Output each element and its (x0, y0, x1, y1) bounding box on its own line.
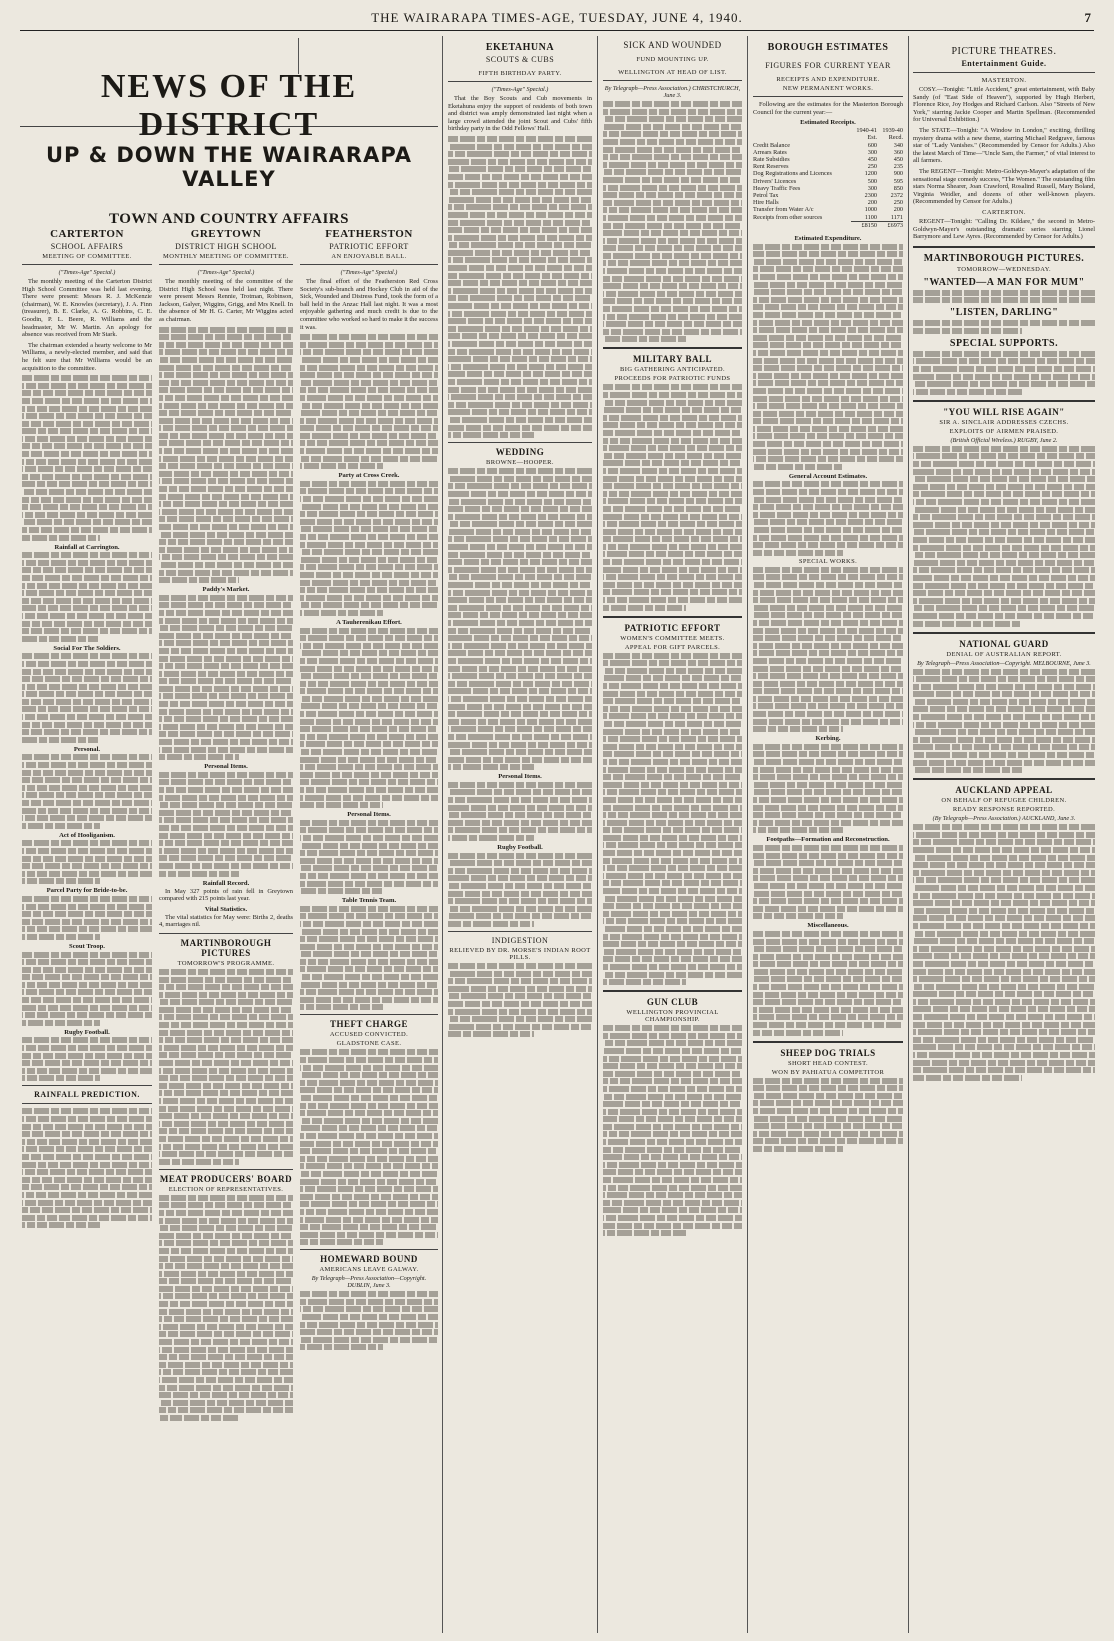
receipts-item: Heavy Traffic Fees (753, 184, 801, 192)
receipts-item: Rate Subsidies (753, 156, 790, 163)
body-text-block (753, 244, 903, 470)
receipts-amount: 200 (867, 199, 877, 207)
receipts-amount: 235 (893, 163, 903, 171)
receipts-item: Dog Registrations and Licences (753, 170, 832, 178)
body-text-block (753, 481, 903, 555)
body-text-block (300, 906, 438, 1011)
town-country-heading: TOWN AND COUNTRY AFFAIRS (109, 211, 349, 227)
borough-intro: Following are the estimates for the Masterton Borough Council for the current year:— (753, 101, 903, 116)
indigestion-sub: RELIEVED BY DR. MORSE'S INDIAN ROOT PILLS. (449, 946, 591, 961)
receipts-row (753, 178, 903, 185)
receipts-amount: 595 (893, 177, 903, 185)
receipts-table (753, 127, 903, 229)
homeward-credit: By Telegraph—Press Association—Copyright. DUBLIN, June 3. (311, 1275, 427, 1290)
carterton-column (22, 224, 152, 1632)
featherston-ball: AN ENJOYABLE BALL. (331, 253, 407, 260)
sheep-dog-heading: SHEEP DOG TRIALS (780, 1047, 876, 1058)
receipts-row (753, 156, 903, 163)
receipts-row (753, 214, 903, 222)
gun-club-sub: WELLINGTON PROVINCIAL CHAMPIONSHIP. (626, 1009, 719, 1024)
receipts-amount: 340 (893, 141, 903, 149)
carterton-scout-heading: Scout Troop. (69, 942, 105, 950)
featherston-sub: PATRIOTIC EFFORT (329, 242, 409, 251)
borough-column (753, 38, 903, 1632)
carterton-p1: The monthly meeting of the Carterton District High School Committee was held last evening. There were present: Messrs R. J. McKenzie (chairman), W. E. Knowles (secretary), J. A. Finn (treasurer), B. E. Clarke, A. G. Robbins, C. E. Goodin, P. L. Beere, R. Williams and the headmaster, Mr W. Martin. An apology for absence was received from Mr Stark. (22, 278, 152, 339)
body-text-block (22, 375, 152, 540)
greytown-title: GREYTOWN (190, 228, 262, 240)
featherston-personal-heading: Personal Items. (347, 811, 391, 819)
body-text-block (913, 669, 1095, 774)
body-text-block (603, 1025, 742, 1236)
patriotic-effort-heading: PATRIOTIC EFFORT (624, 622, 721, 633)
page-number: 7 (1084, 10, 1092, 25)
body-text-block (22, 896, 152, 940)
body-text-block (753, 744, 903, 834)
receipts-row (753, 170, 903, 177)
body-text-block (448, 782, 592, 841)
receipts-amount: 360 (893, 148, 903, 156)
body-text-block (753, 567, 903, 732)
sick-wounded-heading: SICK AND WOUNDED (623, 40, 722, 50)
greytown-vital-heading: Vital Statistics. (204, 905, 248, 913)
receipts-row (753, 163, 903, 170)
carterton-hooligan-heading: Act of Hooliganism. (59, 831, 115, 839)
rise-again-heading: "YOU WILL RISE AGAIN" (943, 406, 1065, 417)
homeward-bound-sub: AMERICANS LEAVE GALWAY. (319, 1266, 419, 1274)
borough-sub2: RECEIPTS AND EXPENDITURE. (776, 76, 880, 83)
eketahuna-special: ("Times-Age" Special.) (491, 86, 549, 93)
misc-heading: Miscellaneous. (807, 922, 849, 930)
news-of-district-heading: NEWS OF THE DISTRICT (100, 68, 358, 143)
column-rule (442, 36, 443, 1633)
column-rule (747, 36, 748, 1633)
patriotic-effort-sub: WOMEN'S COMMITTEE MEETS. (620, 634, 725, 642)
receipts-total: £8150 (851, 221, 877, 229)
greytown-vital-text: The vital statistics for May were: Births 2, deaths 4, marriages nil. (159, 913, 293, 929)
auckland-appeal-sub2: READY RESPONSE REPORTED. (952, 806, 1056, 814)
carterton-meeting: MEETING OF COMMITTEE. (42, 253, 132, 260)
receipts-item: Petrol Tax (753, 192, 779, 200)
body-text-block (753, 931, 903, 1036)
receipts-item: Receipts from other sources (753, 213, 823, 221)
receipts-amount: 300 (867, 148, 877, 156)
receipts-amount: 1100 (864, 213, 877, 221)
general-account-heading: General Account Estimates. (788, 472, 868, 480)
up-down-heading: UP & DOWN THE WAIRARAPA VALLEY (45, 143, 413, 191)
body-text-block (22, 952, 152, 1026)
body-text-block (159, 772, 293, 877)
carterton-personal-heading: Personal. (73, 745, 101, 753)
body-text-block (448, 853, 592, 927)
masterton-heading: MASTERTON. (981, 77, 1027, 84)
meat-board-heading: MEAT PRODUCERS' BOARD (159, 1173, 293, 1184)
receipts-amount: 2300 (864, 192, 877, 200)
auckland-appeal-sub: ON BEHALF OF REFUGEE CHILDREN. (941, 797, 1067, 805)
national-guard-credit: By Telegraph—Press Association—Copyright. MELBOURNE, June 3. (917, 659, 1091, 667)
kerbing-heading: Kerbing. (815, 735, 841, 743)
body-text-block (753, 845, 903, 919)
carterton-soldiers-heading: Social For The Soldiers. (53, 644, 121, 652)
rise-again-sub: SIR A. SINCLAIR ADDRESSES CZECHS. (939, 418, 1069, 426)
receipts-row (753, 206, 903, 213)
body-text-block (22, 1037, 152, 1081)
receipts-total-row (753, 221, 903, 229)
receipts-amount: 500 (867, 177, 877, 185)
military-ball-sub2: PROCEEDS FOR PATRIOTIC FUNDS (614, 375, 731, 383)
body-text-block (159, 1195, 293, 1421)
receipts-item: Drivers' Licences (753, 177, 797, 185)
receipts-item: Rent Reserves (753, 163, 789, 171)
featherston-p1: The final effort of the Featherston Red Cross Society's sub-branch and Hockey Club in aid of the Sick, Wounded and Distress Fund, took the form of a ball held in the Anzac Hall last night. It was a most enjoyable gathering and much credit is due to the committee who worked so hard to make it the success it was. (300, 278, 438, 331)
cosy-listing: COSY.—Tonight: "Little Accident," great entertainment, with Baby Sandy (of "East Side of Heaven"), supported by Hugh Herbert, Florence Rice, Joy Hodges and Richard Carlson. Also "Streets of New York," starring Jackie Cooper and Martin Spellman. (Recommended for Universal Exhibition.) (913, 86, 1095, 124)
body-text-block (22, 552, 152, 642)
sick-wounded-column (603, 38, 742, 1632)
greytown-rainfall-text: In May 327 points of rain fell in Greytown compared with 215 points last year. (159, 887, 293, 903)
featherston-column (300, 224, 438, 1632)
regent-listing: The REGENT—Tonight: Metro-Goldwyn-Mayer's adaptation of the sensational stage comedy success, "The Women." The outstanding film stars Norma Shearer, Joan Crawford, Rosalind Russell, Mary Boland, Virginia Weidler, and dozens of other well-known players. (Recommended by Censor for Adults.) (913, 167, 1095, 206)
receipts-amount: 2372 (890, 192, 903, 200)
sheep-dog-sub2: WON BY PAHIATUA COMPETITOR (771, 1068, 885, 1076)
receipts-amount: 250 (893, 199, 903, 207)
body-text-block (603, 101, 742, 342)
receipts-item: Arrears Rates (753, 148, 787, 156)
wedding-sub: BROWNE—HOOPER. (486, 459, 554, 467)
listen-darling-title: "LISTEN, DARLING" (949, 307, 1059, 319)
carterton-picture-heading: CARTERTON. (982, 208, 1026, 216)
martinborough-pictures-sub: TOMORROW'S PROGRAMME. (177, 959, 275, 967)
eketahuna-p1: That the Boy Scouts and Cub movements in Eketahuna enjoy the support of residents of both town and district was amply demonstrated last night when a large crowd attended the joint Scout and Cubs' fifth birthday party in the Odd Fellows' Hall. (448, 95, 592, 133)
carterton-p2: The chairman extended a hearty welcome to Mr Williams, a newly-elected member, and said that he felt sure that Mr Williams would be an acquisition to the committee. (22, 341, 152, 372)
martinborough-pictures-ad-sub: TOMORROW—WEDNESDAY. (957, 265, 1051, 273)
gladstone-case: GLADSTONE CASE. (336, 1040, 402, 1048)
body-text-block (300, 334, 438, 469)
receipts-row (753, 185, 903, 192)
receipts-amount: 450 (893, 156, 903, 163)
body-text-block (22, 1108, 152, 1228)
greytown-sub: DISTRICT HIGH SCHOOL (175, 242, 277, 251)
carterton-title: CARTERTON (50, 228, 124, 240)
body-text-block (753, 1078, 903, 1152)
special-supports-heading: SPECIAL SUPPORTS. (949, 337, 1059, 349)
auckland-appeal-credit: (By Telegraph—Press Association.) AUCKLAND, June 3. (932, 815, 1076, 823)
receipts-amount: 200 (893, 206, 903, 214)
receipts-amount: 1171 (890, 213, 903, 221)
meat-board-sub: ELECTION OF REPRESENTATIVES. (168, 1185, 284, 1193)
eketahuna-sub: SCOUTS & CUBS (485, 55, 555, 64)
receipts-amount: 900 (893, 170, 903, 178)
receipts-amount: 1000 (864, 206, 877, 214)
receipts-row (753, 192, 903, 199)
body-text-block (300, 481, 438, 616)
body-text-block (448, 468, 592, 770)
receipts-amount: 300 (867, 184, 877, 192)
featherston-special: ("Times-Age" Special.) (340, 269, 398, 276)
borough-sub: FIGURES FOR CURRENT YEAR (765, 61, 891, 70)
national-guard-sub: DENIAL OF AUSTRALIAN REPORT. (946, 650, 1062, 658)
body-text-block (448, 136, 592, 438)
receipts-amount: 850 (893, 184, 903, 192)
carterton-special: ("Times-Age" Special.) (58, 269, 116, 276)
banner-divider (298, 38, 442, 74)
eketahuna-title: EKETAHUNA (485, 42, 555, 53)
receipts-item: Credit Balance (753, 141, 790, 149)
picture-theatres-heading: PICTURE THEATRES. (951, 46, 1057, 57)
receipts-heading: Estimated Receipts. (800, 119, 856, 127)
theft-charge-heading: THEFT CHARGE (329, 1019, 409, 1030)
carterton-sub: SCHOOL AFFAIRS (50, 242, 124, 251)
rise-again-sub2: EXPLOITS OF AIRMEN PRAISED. (949, 427, 1059, 435)
receipts-column-header: 1939-40 Recd. (882, 127, 903, 142)
body-text-block (159, 327, 293, 584)
masthead-title: THE WAIRARAPA TIMES-AGE, TUESDAY, JUNE 4, 1940. (371, 10, 743, 25)
eketahuna-rugby-heading: Rugby Football. (497, 844, 543, 852)
expenditure-heading: Estimated Expenditure. (794, 235, 862, 243)
masthead (20, 8, 1094, 31)
receipts-row (753, 149, 903, 156)
column-rule (597, 36, 598, 1633)
receipts-item: Transfer from Water A/c (753, 206, 814, 214)
greytown-paddy-heading: Paddy's Market. (202, 586, 250, 594)
eketahuna-personal-heading: Personal Items. (498, 773, 542, 781)
featherston-tennis-heading: Table Tennis Team. (341, 897, 397, 905)
receipts-amount: 450 (867, 156, 877, 163)
body-text-block (22, 840, 152, 884)
martinborough-pictures-ad-heading: MARTINBOROUGH PICTURES. (923, 252, 1085, 264)
body-text-block (300, 628, 438, 809)
receipts-item: Hire Halls (753, 199, 779, 207)
state-listing: The STATE—Tonight: "A Window in London," exciting, thrilling mystery drama with a new theme, starring Michael Redgrave, famous star of "Lady Vanishes." (Recommended by Censor for Adults.) Also the latest March of Time—"Uncle Sam, the Farmer," of vital interest to all farmers. (913, 126, 1095, 165)
borough-sub3: NEW PERMANENT WORKS. (782, 85, 874, 92)
martinborough-pictures-heading: MARTINBOROUGH PICTURES (180, 937, 272, 958)
receipts-row (753, 142, 903, 149)
military-ball-heading: MILITARY BALL (633, 354, 712, 365)
wanted-title: "WANTED—A MAN FOR MUM" (923, 276, 1085, 288)
regent2-listing: REGENT—Tonight: "Calling Dr. Kildare," the second in Metro-Goldwyn-Mayer's outstanding dramatic series starring Lionel Barrymore and Lew Ayres. (Recommended by Censor for Adults.) (913, 217, 1095, 241)
body-text-block (300, 1049, 438, 1245)
body-text-block (22, 653, 152, 743)
featherston-title: FEATHERSTON (325, 228, 413, 240)
gun-club-heading: GUN CLUB (646, 997, 699, 1008)
eketahuna-column (448, 38, 592, 1632)
receipts-total: £6973 (877, 221, 903, 229)
body-text-block (159, 969, 293, 1165)
rainfall-prediction-heading: RAINFALL PREDICTION. (34, 1090, 140, 1100)
eketahuna-party: FIFTH BIRTHDAY PARTY. (478, 70, 562, 77)
body-text-block (22, 754, 152, 828)
sick-wounded-sub: FUND MOUNTING UP. (636, 56, 709, 63)
greytown-special: ("Times-Age" Special.) (197, 269, 255, 276)
body-text-block (913, 351, 1095, 395)
greytown-column (159, 224, 293, 1632)
receipts-amount: 1200 (864, 170, 877, 178)
featherston-party-heading: Party at Cross Creek. (338, 472, 400, 480)
wedding-heading: WEDDING (495, 447, 545, 458)
carterton-rainfall-heading: Rainfall at Carrington. (54, 543, 120, 551)
greytown-personal-heading: Personal Items. (204, 763, 248, 771)
sick-wounded-credit: By Telegraph—Press Association.) CHRISTCHURCH, June 3. (604, 85, 741, 99)
body-text-block (300, 820, 438, 894)
footpaths-heading: Footpaths—Formation and Reconstruction. (766, 836, 890, 844)
greytown-meeting: MONTHLY MEETING OF COMMITTEE. (163, 253, 289, 260)
body-text-block (603, 653, 742, 986)
sick-wounded-sub2: WELLINGTON AT HEAD OF LIST. (618, 69, 727, 76)
greytown-rainfall-heading: Rainfall Record. (202, 879, 250, 887)
entertainment-guide-heading: Entertainment Guide. (961, 59, 1047, 68)
pictures-column (913, 38, 1095, 1632)
special-works-heading: SPECIAL WORKS. (798, 557, 858, 565)
body-text-block (913, 824, 1095, 1081)
body-text-block (448, 963, 592, 1037)
borough-heading: BOROUGH ESTIMATES (767, 42, 889, 53)
body-text-block (913, 446, 1095, 627)
greytown-p1: The monthly meeting of the committee of the District High School was held last night. There were present Messrs Rennie, Trotman, Robinson, Jackson, Galyer, Wiggins, Grigg, and Mrs Knell. In the absence of Mr H. G. Carter, Mr Wiggins acted as chairman. (159, 278, 293, 323)
carterton-parcel-heading: Parcel Party for Bride-to-be. (46, 887, 128, 895)
receipts-column-header: 1940-41 Est. (856, 127, 877, 142)
military-ball-sub: BIG GATHERING ANTICIPATED. (620, 366, 725, 374)
homeward-bound-heading: HOMEWARD BOUND (320, 1254, 418, 1265)
body-text-block (300, 1291, 438, 1350)
featherston-tauherenikau-heading: A Tauherenikau Effort. (336, 618, 402, 626)
theft-charge-sub: ACCUSED CONVICTED. (329, 1031, 409, 1039)
column-rule (908, 36, 909, 1633)
auckland-appeal-heading: AUCKLAND APPEAL (955, 785, 1053, 796)
indigestion-heading: INDIGESTION (491, 935, 549, 945)
rise-again-credit: (British Official Wireless.) RUGBY, June 2. (950, 436, 1058, 444)
receipts-amount: 600 (867, 141, 877, 149)
body-text-block (603, 384, 742, 610)
receipts-row (753, 199, 903, 206)
sheep-dog-sub: SHORT HEAD CONTEST. (787, 1059, 869, 1067)
carterton-rugby-heading: Rugby Football. (64, 1028, 110, 1036)
receipts-amount: 250 (867, 163, 877, 171)
body-text-block (159, 595, 293, 760)
national-guard-heading: NATIONAL GUARD (959, 638, 1049, 649)
patriotic-effort-sub2: APPEAL FOR GIFT PARCELS. (624, 643, 721, 651)
